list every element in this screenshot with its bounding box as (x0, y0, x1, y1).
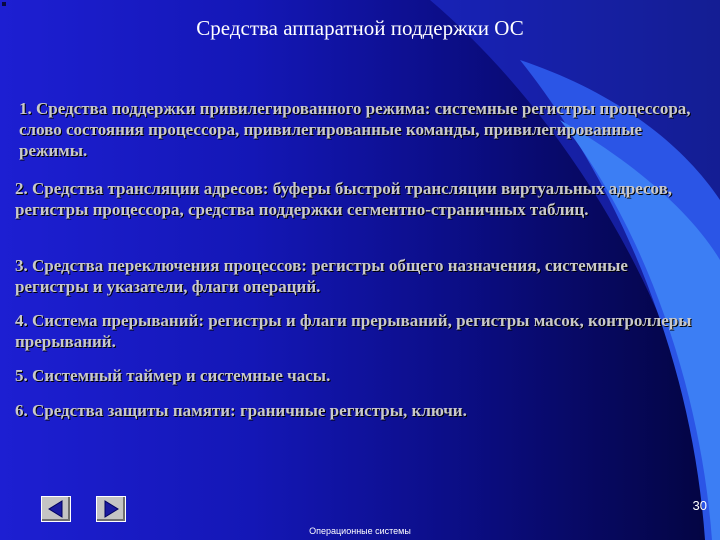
slide-title: Средства аппаратной поддержки ОС (196, 16, 524, 40)
list-item: 5. Системный таймер и системные часы. (15, 366, 331, 385)
corner-mark (2, 2, 6, 6)
previous-slide-button[interactable] (41, 496, 71, 522)
list-item: 6. Средства защиты памяти: граничные регистры, ключи. (15, 401, 467, 420)
list-item: 2. Средства трансляции адресов: буферы быстрой трансляции виртуальных адресов, регистры процессора, средства поддержки сегментно-страничных таблиц. (15, 179, 672, 219)
list-item: 1. Средства поддержки привилегированного режима: системные регистры процессора, слово состояния процессора, привилегированные команды, привилегированные режимы. (19, 99, 691, 160)
footer-text: Операционные системы (309, 526, 411, 536)
list-item: 4. Система прерываний: регистры и флаги прерываний, регистры масок, контроллеры прерываний. (15, 311, 692, 351)
triangle-left-icon (42, 497, 70, 521)
triangle-right-icon (97, 497, 125, 521)
list-item: 3. Средства переключения процессов: регистры общего назначения, системные регистры и указатели, флаги операций. (15, 256, 628, 296)
next-slide-button[interactable] (96, 496, 126, 522)
page-number: 30 (692, 498, 707, 513)
